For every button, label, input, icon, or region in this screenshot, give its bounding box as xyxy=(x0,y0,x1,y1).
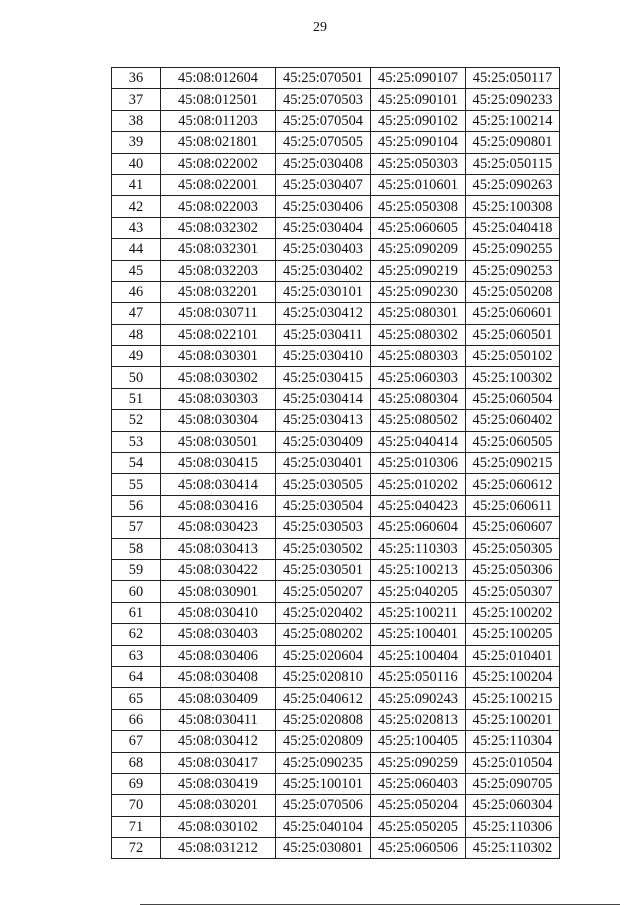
cell-col1: 45:08:030414 xyxy=(161,474,276,495)
cell-col1: 45:08:030304 xyxy=(161,410,276,431)
cell-col1: 45:08:021801 xyxy=(161,132,276,153)
cell-col3: 45:25:050205 xyxy=(371,816,466,837)
cell-col4: 45:25:040418 xyxy=(466,217,560,238)
cell-col4: 45:25:090215 xyxy=(466,453,560,474)
cell-col1: 45:08:030501 xyxy=(161,431,276,452)
cell-col4: 45:25:090705 xyxy=(466,773,560,794)
cell-col2: 45:25:020402 xyxy=(276,602,371,623)
table-row xyxy=(112,89,560,110)
table-row xyxy=(112,281,560,302)
cell-col3: 45:25:100213 xyxy=(371,559,466,580)
table-row xyxy=(112,110,560,131)
row-number: 51 xyxy=(112,388,161,409)
cell-col4: 45:25:060402 xyxy=(466,410,560,431)
cell-col3: 45:25:090230 xyxy=(371,281,466,302)
cell-col3: 45:25:060303 xyxy=(371,367,466,388)
cell-col2: 45:25:030411 xyxy=(276,324,371,345)
cell-col1: 45:08:030410 xyxy=(161,602,276,623)
table-row xyxy=(112,816,560,837)
cell-col4: 45:25:060607 xyxy=(466,517,560,538)
table-row xyxy=(112,132,560,153)
row-number: 66 xyxy=(112,709,161,730)
cell-col2: 45:25:030402 xyxy=(276,260,371,281)
row-number: 52 xyxy=(112,410,161,431)
cell-col2: 45:25:070503 xyxy=(276,89,371,110)
cell-col2: 45:25:030505 xyxy=(276,474,371,495)
table-row xyxy=(112,431,560,452)
cell-col4: 45:25:100215 xyxy=(466,688,560,709)
cell-col3: 45:25:090219 xyxy=(371,260,466,281)
table-row xyxy=(112,196,560,217)
cell-col2: 45:25:030101 xyxy=(276,281,371,302)
cell-col2: 45:25:030412 xyxy=(276,303,371,324)
row-number: 38 xyxy=(112,110,161,131)
cell-col1: 45:08:032201 xyxy=(161,281,276,302)
row-number: 39 xyxy=(112,132,161,153)
table-row xyxy=(112,303,560,324)
cell-col3: 45:25:040423 xyxy=(371,495,466,516)
cell-col4: 45:25:010401 xyxy=(466,645,560,666)
cell-col2: 45:25:100101 xyxy=(276,773,371,794)
row-number: 56 xyxy=(112,495,161,516)
row-number: 42 xyxy=(112,196,161,217)
cell-col1: 45:08:030302 xyxy=(161,367,276,388)
cell-col4: 45:25:050306 xyxy=(466,559,560,580)
cell-col4: 45:25:060601 xyxy=(466,303,560,324)
cell-col4: 45:25:100302 xyxy=(466,367,560,388)
cell-col1: 45:08:030901 xyxy=(161,581,276,602)
cell-col3: 45:25:010202 xyxy=(371,474,466,495)
cell-col3: 45:25:050303 xyxy=(371,153,466,174)
cell-col1: 45:08:030423 xyxy=(161,517,276,538)
cell-col4: 45:25:090253 xyxy=(466,260,560,281)
cell-col1: 45:08:030413 xyxy=(161,538,276,559)
cell-col3: 45:25:080302 xyxy=(371,324,466,345)
cell-col4: 45:25:100201 xyxy=(466,709,560,730)
cell-col3: 45:25:050308 xyxy=(371,196,466,217)
row-number: 47 xyxy=(112,303,161,324)
table-row xyxy=(112,666,560,687)
table-row xyxy=(112,495,560,516)
cell-col1: 45:08:030417 xyxy=(161,752,276,773)
cell-col1: 45:08:032302 xyxy=(161,217,276,238)
cell-col4: 45:25:010504 xyxy=(466,752,560,773)
cell-col1: 45:08:011203 xyxy=(161,110,276,131)
cell-col1: 45:08:030411 xyxy=(161,709,276,730)
cell-col1: 45:08:022101 xyxy=(161,324,276,345)
cell-col4: 45:25:060612 xyxy=(466,474,560,495)
cell-col4: 45:25:050115 xyxy=(466,153,560,174)
cell-col1: 45:08:022003 xyxy=(161,196,276,217)
cell-col1: 45:08:012501 xyxy=(161,89,276,110)
cell-col4: 45:25:090263 xyxy=(466,174,560,195)
cell-col3: 45:25:090107 xyxy=(371,68,466,89)
table-row xyxy=(112,388,560,409)
cell-col2: 45:25:070504 xyxy=(276,110,371,131)
table-row xyxy=(112,688,560,709)
cell-col2: 45:25:070506 xyxy=(276,795,371,816)
cell-col1: 45:08:030408 xyxy=(161,666,276,687)
cell-col4: 45:25:110304 xyxy=(466,731,560,752)
cell-col2: 45:25:030801 xyxy=(276,838,371,859)
row-number: 69 xyxy=(112,773,161,794)
table-row xyxy=(112,581,560,602)
table-row xyxy=(112,410,560,431)
cell-col1: 45:08:030415 xyxy=(161,453,276,474)
cell-col4: 45:25:100308 xyxy=(466,196,560,217)
cell-col3: 45:25:080303 xyxy=(371,346,466,367)
cell-col2: 45:25:030415 xyxy=(276,367,371,388)
table-row xyxy=(112,752,560,773)
cell-col2: 45:25:030410 xyxy=(276,346,371,367)
cell-col3: 45:25:060506 xyxy=(371,838,466,859)
cell-col1: 45:08:030403 xyxy=(161,624,276,645)
table-row xyxy=(112,559,560,580)
row-number: 49 xyxy=(112,346,161,367)
cell-col4: 45:25:050208 xyxy=(466,281,560,302)
table-row xyxy=(112,453,560,474)
cell-col2: 45:25:030503 xyxy=(276,517,371,538)
cell-col1: 45:08:030303 xyxy=(161,388,276,409)
cell-col1: 45:08:030201 xyxy=(161,795,276,816)
cell-col1: 45:08:030416 xyxy=(161,495,276,516)
cell-col3: 45:25:090209 xyxy=(371,239,466,260)
cell-col3: 45:25:090104 xyxy=(371,132,466,153)
row-number: 61 xyxy=(112,602,161,623)
row-number: 43 xyxy=(112,217,161,238)
cell-col4: 45:25:100202 xyxy=(466,602,560,623)
row-number: 36 xyxy=(112,68,161,89)
cell-col1: 45:08:030102 xyxy=(161,816,276,837)
cell-col3: 45:25:050204 xyxy=(371,795,466,816)
cell-col4: 45:25:090255 xyxy=(466,239,560,260)
cell-col2: 45:25:030413 xyxy=(276,410,371,431)
cell-col3: 45:25:090102 xyxy=(371,110,466,131)
cell-col1: 45:08:030406 xyxy=(161,645,276,666)
table-row xyxy=(112,367,560,388)
row-number: 50 xyxy=(112,367,161,388)
cell-col2: 45:25:030404 xyxy=(276,217,371,238)
table-body xyxy=(112,68,560,859)
cell-col1: 45:08:030419 xyxy=(161,773,276,794)
cell-col4: 45:25:060505 xyxy=(466,431,560,452)
cell-col3: 45:25:100405 xyxy=(371,731,466,752)
cell-col3: 45:25:090259 xyxy=(371,752,466,773)
row-number: 60 xyxy=(112,581,161,602)
table-row xyxy=(112,153,560,174)
cell-col3: 45:25:040205 xyxy=(371,581,466,602)
cell-col3: 45:25:050116 xyxy=(371,666,466,687)
cell-col4: 45:25:100214 xyxy=(466,110,560,131)
cell-col3: 45:25:060403 xyxy=(371,773,466,794)
row-number: 59 xyxy=(112,559,161,580)
row-number: 65 xyxy=(112,688,161,709)
row-number: 71 xyxy=(112,816,161,837)
cell-col4: 45:25:050307 xyxy=(466,581,560,602)
cell-col3: 45:25:080502 xyxy=(371,410,466,431)
table-row xyxy=(112,645,560,666)
table-row xyxy=(112,709,560,730)
cell-col3: 45:25:100401 xyxy=(371,624,466,645)
cell-col2: 45:25:040104 xyxy=(276,816,371,837)
cell-col1: 45:08:030422 xyxy=(161,559,276,580)
cell-col4: 45:25:090233 xyxy=(466,89,560,110)
cell-col2: 45:25:050207 xyxy=(276,581,371,602)
cell-col3: 45:25:110303 xyxy=(371,538,466,559)
cell-col2: 45:25:090235 xyxy=(276,752,371,773)
cell-col2: 45:25:030502 xyxy=(276,538,371,559)
table-row xyxy=(112,838,560,859)
cell-col1: 45:08:032301 xyxy=(161,239,276,260)
cell-col4: 45:25:060501 xyxy=(466,324,560,345)
row-number: 37 xyxy=(112,89,161,110)
cell-col3: 45:25:010306 xyxy=(371,453,466,474)
cell-col3: 45:25:010601 xyxy=(371,174,466,195)
cell-col4: 45:25:100204 xyxy=(466,666,560,687)
cell-col3: 45:25:090243 xyxy=(371,688,466,709)
cell-col4: 45:25:050305 xyxy=(466,538,560,559)
cell-col2: 45:25:030414 xyxy=(276,388,371,409)
row-number: 41 xyxy=(112,174,161,195)
cell-col3: 45:25:020813 xyxy=(371,709,466,730)
table-row xyxy=(112,346,560,367)
cell-col4: 45:25:060611 xyxy=(466,495,560,516)
table-row xyxy=(112,538,560,559)
cell-col1: 45:08:031212 xyxy=(161,838,276,859)
row-number: 58 xyxy=(112,538,161,559)
cell-col4: 45:25:110306 xyxy=(466,816,560,837)
cell-col2: 45:25:070501 xyxy=(276,68,371,89)
cell-col1: 45:08:022001 xyxy=(161,174,276,195)
cell-col2: 45:25:030408 xyxy=(276,153,371,174)
cell-col1: 45:08:030412 xyxy=(161,731,276,752)
row-number: 57 xyxy=(112,517,161,538)
table-row xyxy=(112,624,560,645)
cell-col2: 45:25:030406 xyxy=(276,196,371,217)
table-row xyxy=(112,602,560,623)
row-number: 53 xyxy=(112,431,161,452)
row-number: 44 xyxy=(112,239,161,260)
cell-col2: 45:25:040612 xyxy=(276,688,371,709)
cell-col2: 45:25:030504 xyxy=(276,495,371,516)
table-row xyxy=(112,474,560,495)
cell-col3: 45:25:100404 xyxy=(371,645,466,666)
row-number: 68 xyxy=(112,752,161,773)
table-row xyxy=(112,239,560,260)
cell-col3: 45:25:060604 xyxy=(371,517,466,538)
row-number: 64 xyxy=(112,666,161,687)
cell-col4: 45:25:050117 xyxy=(466,68,560,89)
cell-col2: 45:25:030401 xyxy=(276,453,371,474)
row-number: 54 xyxy=(112,453,161,474)
cell-col1: 45:08:012604 xyxy=(161,68,276,89)
cell-col4: 45:25:060304 xyxy=(466,795,560,816)
table-row xyxy=(112,174,560,195)
table-row xyxy=(112,324,560,345)
cadastral-table xyxy=(111,67,560,859)
row-number: 46 xyxy=(112,281,161,302)
cell-col3: 45:25:100211 xyxy=(371,602,466,623)
cell-col4: 45:25:090801 xyxy=(466,132,560,153)
cell-col4: 45:25:050102 xyxy=(466,346,560,367)
cell-col1: 45:08:032203 xyxy=(161,260,276,281)
table-row xyxy=(112,260,560,281)
table-row xyxy=(112,68,560,89)
table-row xyxy=(112,217,560,238)
cell-col3: 45:25:080304 xyxy=(371,388,466,409)
row-number: 40 xyxy=(112,153,161,174)
table-row xyxy=(112,731,560,752)
cell-col2: 45:25:020604 xyxy=(276,645,371,666)
cell-col2: 45:25:020808 xyxy=(276,709,371,730)
cell-col2: 45:25:030409 xyxy=(276,431,371,452)
cell-col2: 45:25:030403 xyxy=(276,239,371,260)
cell-col3: 45:25:060605 xyxy=(371,217,466,238)
cell-col1: 45:08:022002 xyxy=(161,153,276,174)
cell-col1: 45:08:030409 xyxy=(161,688,276,709)
cell-col1: 45:08:030711 xyxy=(161,303,276,324)
row-number: 48 xyxy=(112,324,161,345)
cell-col1: 45:08:030301 xyxy=(161,346,276,367)
row-number: 62 xyxy=(112,624,161,645)
row-number: 67 xyxy=(112,731,161,752)
cell-col3: 45:25:080301 xyxy=(371,303,466,324)
row-number: 45 xyxy=(112,260,161,281)
cell-col2: 45:25:080202 xyxy=(276,624,371,645)
row-number: 63 xyxy=(112,645,161,666)
cell-col2: 45:25:070505 xyxy=(276,132,371,153)
cell-col3: 45:25:090101 xyxy=(371,89,466,110)
table-row xyxy=(112,795,560,816)
cell-col2: 45:25:020810 xyxy=(276,666,371,687)
row-number: 70 xyxy=(112,795,161,816)
row-number: 72 xyxy=(112,838,161,859)
table-row xyxy=(112,773,560,794)
page-number: 29 xyxy=(313,20,327,35)
cell-col2: 45:25:030407 xyxy=(276,174,371,195)
row-number: 55 xyxy=(112,474,161,495)
cell-col4: 45:25:100205 xyxy=(466,624,560,645)
cell-col3: 45:25:040414 xyxy=(371,431,466,452)
table-row xyxy=(112,517,560,538)
cell-col4: 45:25:060504 xyxy=(466,388,560,409)
cell-col4: 45:25:110302 xyxy=(466,838,560,859)
cell-col2: 45:25:030501 xyxy=(276,559,371,580)
cell-col2: 45:25:020809 xyxy=(276,731,371,752)
